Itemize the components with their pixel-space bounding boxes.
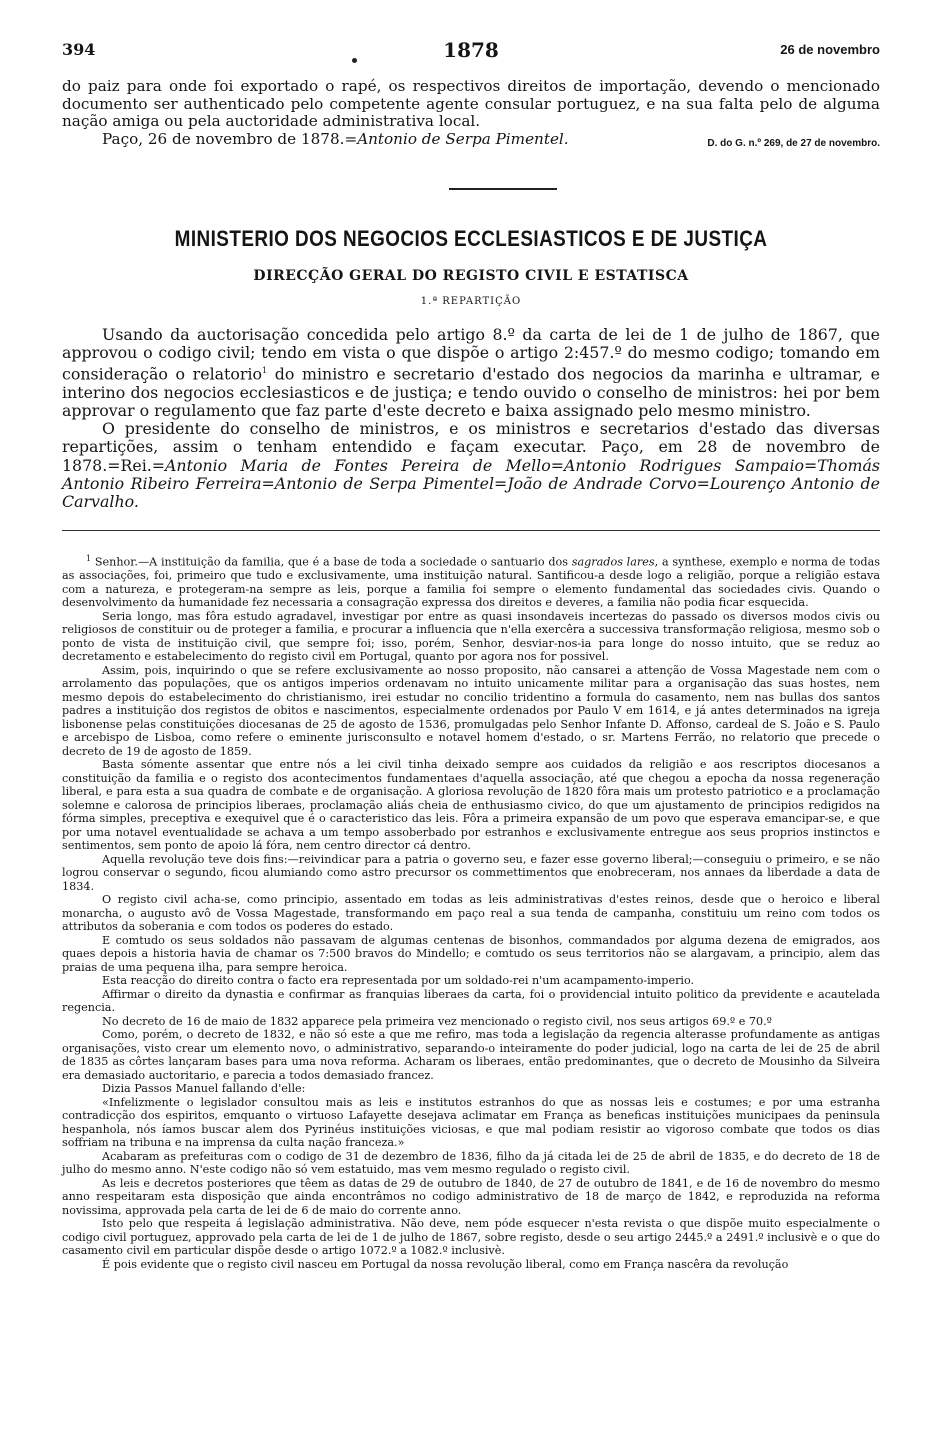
footnote-paragraph: As leis e decretos posteriores que têem as datas de 29 de outubro de 1840, de 27 de outubro de 1841, e de 16 de novembro do mesmo anno respeitaram esta disposição que ainda encontrâmos no codigo administrativo de 18 de março de 1842, e reproduzida na reforma novissima, approvada pela carta de lei de 6 de maio do corrente anno.	[62, 1176, 880, 1217]
footnote-paragraph: Como, porém, o decreto de 1832, e não só este a que me refiro, mas toda a legislação da regencia alterasse profundamente as antigas organisações, visto crear um elemento novo, o administrativo, separando-o inteiramente do poder judicial, logo na carta de lei de 25 de abril de 1835 as côrtes lançaram bases para uma nova reforma. Acharam os liberaes, então predominantes, que o decreto de Mousinho da Silveira era demasiado auctoritario, e parecia a todos demasiado francez.	[62, 1028, 880, 1082]
intro-section	[62, 78, 880, 152]
footnote-divider	[62, 530, 880, 531]
footnote-paragraph: Basta sómente assentar que entre nós a lei civil tinha deixado sempre aos cuidados da religião e aos rescriptos diocesanos a constituição da familia e o registo dos acontecimentos fundamentaes d'aquella associação, até que chegou a epocha da nossa regeneração liberal, e para esta a sua quadra de combate e de organisação. A gloriosa revolução de 1820 fôra mais um protesto patriotico e a proclamação solemne e calorosa de principios liberaes, proclamação aliás cheia de enthusiasmo civico, do que um ajustamento de principios redigidos na fórma simples, preceptiva e exequivel que é o caracteristico das leis. Fôra a primeira expansão de um povo que esperava emancipar-se, e que por uma notavel eventualidade se achava a um tempo assoberbado por estranhos e exclusivamente entregue aos seus proprios instinctos e sentimentos, sem ponto de apoio lá fóra, nem centro director cá dentro.	[62, 758, 880, 853]
decree-p1-part-a: Usando da auctorisação concedida pelo artigo 8.º da carta de lei de 1 de julho de 1867, que approvou o codigo civil; tendo em vista o que dispõe o artigo 2:457.º do mesmo codigo; tomando em consideração o relatorio	[62, 325, 880, 384]
footnote-paragraph: Assim, pois, inquirindo o que se refere exclusivamente ao nosso proposito, não cansarei a attenção de Vossa Magestade nem com o arrolamento das populações, que os antigos imperios ordenavam no intuito unicamente militar para a organisação das suas hostes, nem mesmo depois do estabelecimento do christianismo, irei estudar no concilio tridentino a formula do casamento, nem nas bullas dos santos padres a instituição dos registos de obitos e nascimentos, especialmente ordenados por Paulo V em 1614, e já antes determinados na igreja lisbonense pelas constituições diocesanas de 25 de agosto de 1536, promulgadas pelo Senhor Infante D. Affonso, cardeal de S. João e S. Paulo e arcebispo de Lisboa, como refere o eminente jurisconsulto e notavel homem d'estado, o sr. Martens Ferrão, no relatorio que precede o decreto de 19 de agosto de 1859.	[62, 663, 880, 758]
gazette-source: D. do G. n.º 269, de 27 de novembro.	[707, 137, 880, 149]
footnote-paragraph: O registo civil acha-se, como principio, assentado em todas as leis administrativas d'estes reinos, desde que o heroico e liberal monarcha, o augusto avô de Vossa Magestade, transformando em paço real a sua tenda de campanha, constituiu um reino com todos os attributos da soberania e com todos os poderes do estado.	[62, 893, 880, 934]
footnotes	[62, 552, 880, 1271]
closing-date: Paço, 26 de novembro de 1878.=	[102, 129, 358, 148]
page-number: 394	[62, 40, 96, 59]
decree-signatories: Antonio Maria de Fontes Pereira de Mello=Antonio Rodrigues Sampaio=Thomás Antonio Ribeiro Ferreira=Antonio de Serpa Pimentel=João de Andrade Corvo=Lourenço Antonio de Carvalho.	[62, 455, 880, 512]
decree-p1-part-b: do ministro e secretario d'estado dos negocios da marinha e ultramar, e interino dos negocios ecclesiasticos e de justiça; e tendo ouvido o conselho de ministros: hei por bem approvar o regulamento que faz parte d'este decreto e baixa assignado pelo mesmo ministro.	[62, 364, 880, 421]
footnote-reference: 1	[262, 366, 268, 376]
intro-paragraph: do paiz para onde foi exportado o rapé, os respectivos direitos de importação, devendo o mencionado documento ser authenticado pelo competente agente consular portuguez, e na sua falta pelo de alguma nação amiga ou pela auctoridade administrativa local.	[62, 77, 880, 130]
decree-paragraph-2	[62, 420, 880, 511]
footnote-paragraph: Aquella revolução teve dois fins:—reivindicar para a patria o governo seu, e fazer esse governo liberal;—conseguiu o primeiro, e se não logrou conservar o segundo, ficou alumiando como astro precursor os commettimentos que enobreceram, nos annaes da liberdade a data de 1834.	[62, 852, 880, 893]
ministry-title: MINISTERIO DOS NEGOCIOS ECCLESIASTICOS E DE JUSTIÇA	[174, 226, 768, 251]
decree-text	[62, 326, 880, 511]
footnote-paragraph: É pois evidente que o registo civil nasceu em Portugal da nossa revolução liberal, como em França nascêra da revolução	[102, 1257, 789, 1271]
footnote-paragraph: Isto pelo que respeita á legislação administrativa. Não deve, nem póde esquecer n'esta revista o que dispõe muito especialmente o codigo civil portuguez, approvado pela carta de lei de 1 de julho de 1867, sobre registo, desde o seu artigo 2445.º a 2491.º inclusivè e o que do casamento civil em particular dispõe desde o artigo 1072.º a 1082.º inclusivè.	[62, 1217, 880, 1258]
footnote-paragraph: Affirmar o direito da dynastia e confirmar as franquias liberaes da carta, foi o providencial intuito politico da previdente e acautelada regencia.	[62, 987, 880, 1015]
footnote-text: , a synthese, exemplo e norma de todas as associações, foi, primeiro que tudo e exclusivamente, uma instituição natural. Santificou-a desde logo a religião, porque a religião estava com a natureza, e protegeram-na sempre as leis, porque a familia foi sempre o elemento fundamental das sociedades civis. Quando o desenvolvimento da humanidade fez necessaria a consagração expressa dos direitos e deveres, a familia não podia ficar esquecida.	[62, 555, 880, 610]
footnote-paragraph: E comtudo os seus soldados não passavam de algumas centenas de bisonhos, commandados por alguma dezena de emigrados, aos quaes depois a historia havia de chamar os 7:500 bravos do Mindello; e comtudo os seus territorios não se alargavam, a principio, alem das praias de uma pequena ilha, para sempre heroica.	[62, 933, 880, 974]
footnote-paragraph: Acabaram as prefeituras com o codigo de 31 de dezembro de 1836, filho da já citada lei de 25 de abril de 1835, e do decreto de 18 de julho do mesmo anno. N'este codigo não só vem estatuido, mas vem mesmo regulado o registo civil.	[62, 1149, 880, 1177]
header-year: 1878	[443, 38, 499, 62]
footnote-italic: sagrados lares	[571, 555, 655, 569]
document-page	[62, 0, 880, 1456]
decree-paragraph-1	[62, 326, 880, 420]
closing-signer: Antonio de Serpa Pimentel.	[357, 129, 569, 148]
decree-p2-text: O presidente do conselho de ministros, e os ministros e secretarios d'estado das diversas repartições, assim o tenham entendido e façam executar. Paço, em 28 de novembro de 1878.=Rei.=	[62, 419, 880, 475]
footnote-marker: 1	[86, 554, 92, 563]
footnote-quote: «Infelizmente o legislador consultou mais as leis e institutos estranhos do que as nossas leis e costumes; e por uma estranha contradicção dos espiritos, emquanto o virtuoso Lafayette desejava aclimatar em França as beneficas instituições municipaes da peninsula hespanhola, nós íamos buscar alem dos Pyrinéus instituições viciosas, e que mal podiam resistir ao vigoroso combate que todos os dias soffriam na tribuna e na imprensa da culta nação franceza.»	[62, 1095, 880, 1150]
footnote-paragraph: Seria longo, mas fôra estudo agradavel, investigar por entre as quasi insondaveis incertezas do passado os diversos modos civis ou religiosos de constituir ou de proteger a familia, e procurar a influencia que n'ella exercêra a successiva transformação religiosa, mesmo sob o ponto de vista de instituição civil, que sempre foi; isso, porém, Senhor, desviar-nos-ia para longe do nosso intuito, que se reduz ao decretamento e estabelecimento do registo civil em Portugal, quanto por agora nos for possivel.	[62, 609, 880, 664]
footnote-paragraph	[62, 552, 880, 610]
footnote-paragraph: No decreto de 16 de maio de 1832 apparece pela primeira vez mencionado o registo civil, nos seus artigos 69.º e 70.º	[102, 1014, 772, 1028]
reparticao-title: 1.ª REPARTIÇÃO	[420, 296, 522, 307]
direccao-title: DIRECÇÃO GERAL DO REGISTO CIVIL E ESTATISCA	[253, 268, 689, 284]
intro-closing	[62, 131, 880, 149]
footnote-paragraph: Dizia Passos Manuel fallando d'elle:	[102, 1082, 306, 1096]
footnote-text: Senhor.—A instituição da familia, que é a base de toda a sociedade o santuario dos	[91, 555, 572, 569]
header-date: 26 de novembro	[780, 42, 880, 57]
footnote-paragraph: Esta reacção do direito contra o facto era representada por um soldado-rei n'um acampamento-imperio.	[102, 974, 695, 988]
section-divider	[449, 188, 557, 190]
page-header	[62, 38, 880, 64]
